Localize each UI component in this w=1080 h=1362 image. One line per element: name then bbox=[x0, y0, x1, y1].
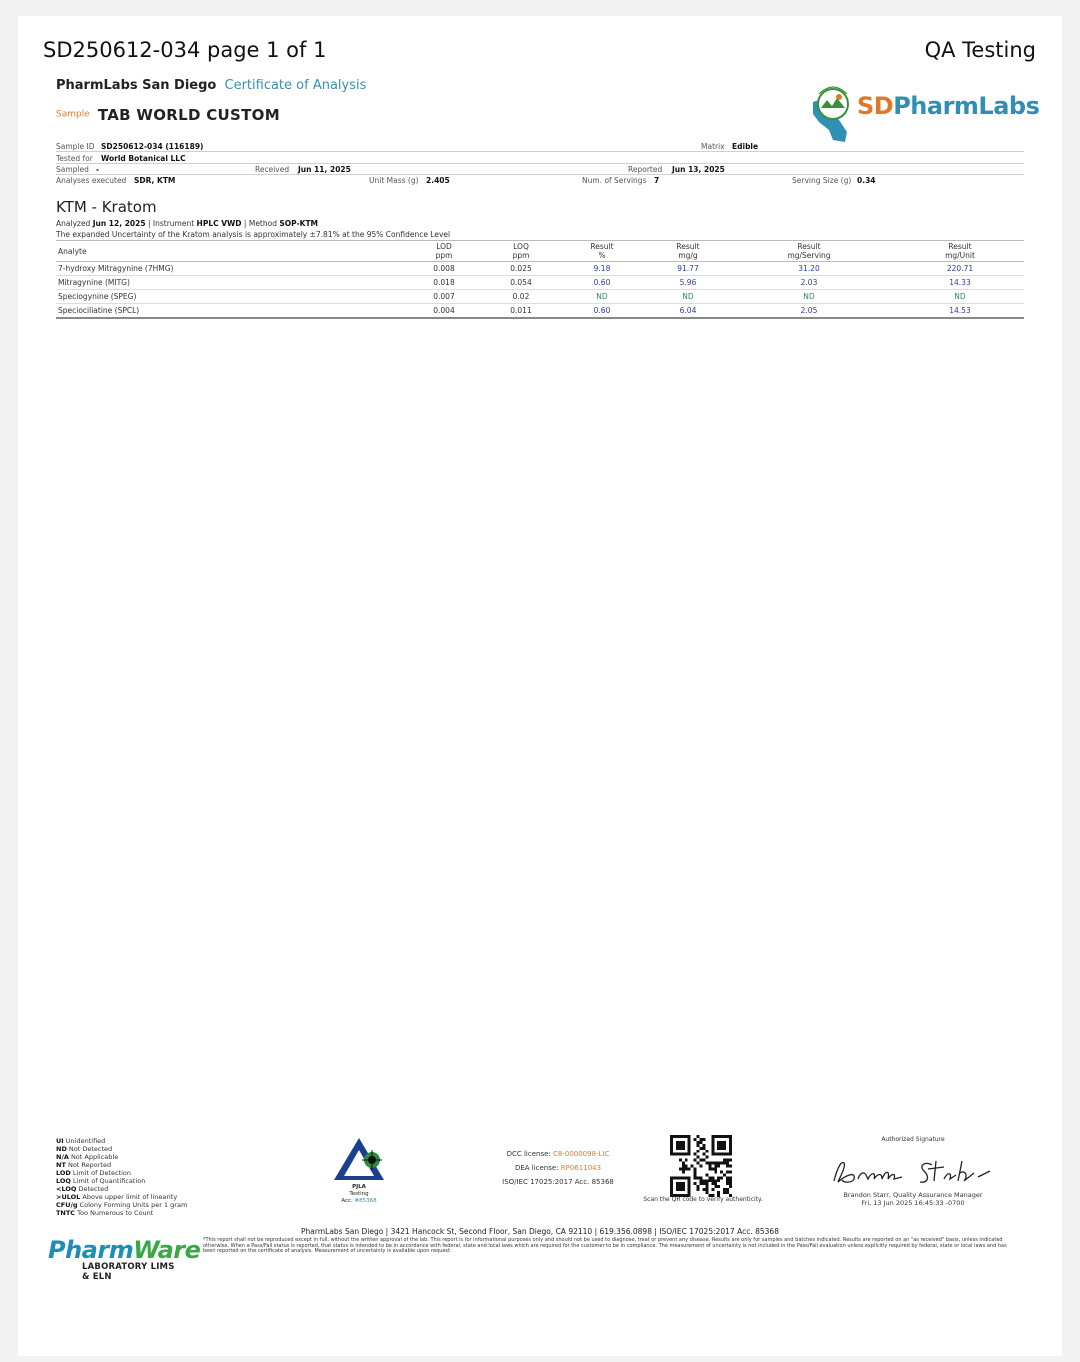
licenses: DCC license: C8-0000098-LIC DEA license: RP0611043 ISO/IEC 17025:2017 Acc. 85368 bbox=[458, 1147, 658, 1189]
table-cell: Mitragynine (MITG) bbox=[56, 276, 396, 290]
pjla-triangle-icon bbox=[328, 1134, 390, 1184]
handwritten-signature bbox=[828, 1155, 998, 1189]
signature-block bbox=[818, 1136, 1008, 1207]
table-cell: 5.96 bbox=[654, 276, 722, 290]
signature-heading: Authorized Signature bbox=[881, 1136, 945, 1143]
table-cell: ND bbox=[550, 290, 654, 304]
table-cell: Speciogynine (SPEG) bbox=[56, 290, 396, 304]
analyzed-date: Jun 12, 2025 bbox=[92, 219, 146, 228]
uncertainty-note: The expanded Uncertainty of the Kratom analysis is approximately ±7.81% at the 95% Confidence Level bbox=[56, 230, 451, 239]
page-title: SD250612-034 page 1 of 1 bbox=[43, 38, 327, 62]
qr-code-icon[interactable] bbox=[670, 1135, 732, 1197]
logo-wordmark: SDPharmLabs bbox=[857, 92, 1040, 120]
table-cell: 14.33 bbox=[896, 276, 1024, 290]
table-cell: 91.77 bbox=[654, 262, 722, 276]
table-cell: 31.20 bbox=[722, 262, 896, 276]
unit-mass: 2.405 bbox=[426, 176, 450, 185]
table-cell: ND bbox=[722, 290, 896, 304]
column-header: Result mg/Unit bbox=[896, 241, 1024, 262]
table-cell: 0.007 bbox=[396, 290, 492, 304]
num-servings: 7 bbox=[654, 176, 660, 185]
legend-item: LOD Limit of Detection bbox=[56, 1169, 132, 1177]
table-cell: 2.05 bbox=[722, 304, 896, 319]
qa-testing-label: QA Testing bbox=[924, 38, 1036, 62]
table-cell: 2.03 bbox=[722, 276, 896, 290]
reported-date: Jun 13, 2025 bbox=[672, 165, 725, 174]
info-row-4: Analyses executed SDR, KTM Unit Mass (g) 2.405 Num. of Servings 7 Serving Size (g) 0.34 bbox=[56, 176, 876, 185]
table-row bbox=[56, 304, 1024, 319]
table-cell: 0.054 bbox=[492, 276, 550, 290]
received-date: Jun 11, 2025 bbox=[298, 165, 351, 174]
tested-for: World Botanical LLC bbox=[101, 154, 186, 163]
disclaimer: *This report shall not be reproduced except in full, without the written approval of the lab. This report is for informational purposes only and should not be used to diagnose, treat or prevent any disease. Results are only for samples and batches indicated. Results are reported on an "as received" basis, unless indicated otherwise. When a Pass/Fail status is reported, that status is intended to be in accordance with federal, state and local laws which are required for the customer to be in compliance. The measurement of uncertainty is not included in the Pass/Fail evaluation unless explicitly required by federal, state or local laws and has been reported on the certificate of analysis. Measurement of uncertainty is available upon request. bbox=[203, 1237, 1007, 1254]
column-header: Result mg/Serving bbox=[722, 241, 896, 262]
table-cell: 0.025 bbox=[492, 262, 550, 276]
lab-line bbox=[56, 78, 366, 93]
info-row-2: Tested for World Botanical LLC bbox=[56, 153, 1024, 164]
table-row bbox=[56, 276, 1024, 290]
section-meta: Analyzed Jun 12, 2025 | Instrument HPLC VWD | Method SOP-KTM bbox=[56, 219, 319, 228]
table-row bbox=[56, 290, 1024, 304]
table-cell: 0.008 bbox=[396, 262, 492, 276]
legend-item: <LOQ Detected bbox=[56, 1185, 109, 1193]
serving-size: 0.34 bbox=[857, 176, 876, 185]
legend-item: TNTC Too Numerous to Count bbox=[56, 1209, 154, 1217]
iso-accreditation: ISO/IEC 17025:2017 Acc. 85368 bbox=[502, 1178, 614, 1186]
table-cell: 14.53 bbox=[896, 304, 1024, 319]
table-cell: Speciociliatine (SPCL) bbox=[56, 304, 396, 319]
california-emblem-icon bbox=[803, 80, 863, 150]
table-cell: 220.71 bbox=[896, 262, 1024, 276]
section-title: KTM - Kratom bbox=[56, 198, 157, 216]
sdpharmlabs-logo bbox=[803, 80, 1040, 150]
column-header: Result % bbox=[550, 241, 654, 262]
instrument: HPLC VWD bbox=[196, 219, 242, 228]
sample-name: TAB WORLD CUSTOM bbox=[97, 105, 280, 124]
sampled: - bbox=[96, 165, 100, 174]
signer-name: Brandon Starr, Quality Assurance Manager bbox=[843, 1191, 983, 1199]
signature-date: Fri, 13 Jun 2025 16:45:33 -0700 bbox=[861, 1199, 965, 1207]
table-cell: 9.18 bbox=[550, 262, 654, 276]
table-cell: ND bbox=[896, 290, 1024, 304]
legend-item: UI Unidentified bbox=[56, 1137, 106, 1145]
sample-tag: Sample bbox=[56, 109, 90, 120]
table-cell: 6.04 bbox=[654, 304, 722, 319]
sample-line bbox=[56, 104, 280, 124]
table-cell: 0.60 bbox=[550, 304, 654, 319]
doc-type: Certificate of Analysis bbox=[224, 78, 367, 93]
column-header: Result mg/g bbox=[654, 241, 722, 262]
table-cell: 0.018 bbox=[396, 276, 492, 290]
table-row bbox=[56, 262, 1024, 276]
coa-page bbox=[18, 16, 1062, 1356]
column-header: Analyte bbox=[56, 241, 396, 262]
column-header: LOQ ppm bbox=[492, 241, 550, 262]
dea-license: RP0611043 bbox=[560, 1164, 602, 1172]
lab-name: PharmLabs San Diego bbox=[56, 78, 217, 93]
matrix: Edible bbox=[732, 142, 759, 151]
table-cell: ND bbox=[654, 290, 722, 304]
legend-item: LOQ Limit of Quantification bbox=[56, 1177, 146, 1185]
legend-item: ND Not Detected bbox=[56, 1145, 113, 1153]
pjla-badge: PJLA Testing Acc. #85368 bbox=[328, 1134, 390, 1214]
legend-item: N/A Not Applicable bbox=[56, 1153, 119, 1161]
analyses-executed: SDR, KTM bbox=[134, 176, 176, 185]
table-cell: 7-hydroxy Mitragynine (7HMG) bbox=[56, 262, 396, 276]
abbreviation-legend bbox=[56, 1137, 187, 1217]
table-cell: 0.004 bbox=[396, 304, 492, 319]
method: SOP-KTM bbox=[279, 219, 319, 228]
table-header-row bbox=[56, 241, 1024, 262]
legend-item: >ULOL Above upper limit of linearity bbox=[56, 1193, 178, 1201]
dcc-license: C8-0000098-LIC bbox=[553, 1150, 610, 1158]
sample-id: SD250612-034 (116189) bbox=[101, 142, 204, 151]
info-row-1: Sample ID SD250612-034 (116189) Matrix Edible bbox=[56, 141, 1024, 152]
column-header: LOD ppm bbox=[396, 241, 492, 262]
table-cell: 0.011 bbox=[492, 304, 550, 319]
legend-item: CFU/g Colony Forming Units per 1 gram bbox=[56, 1201, 188, 1209]
table-cell: 0.60 bbox=[550, 276, 654, 290]
info-row-3: Sampled - Received Jun 11, 2025 Reported Jun 13, 2025 bbox=[56, 164, 1024, 175]
results-table bbox=[56, 240, 1024, 319]
pharmware-logo: PharmWare LABORATORY LIMS & ELN bbox=[48, 1236, 201, 1282]
lab-address: PharmLabs San Diego | 3421 Hancock St, Second Floor, San Diego, CA 92110 | 619.356.0898 | ISO/IEC 17025:2017 Acc. 85368 bbox=[301, 1227, 779, 1236]
qr-caption: Scan the QR code to verify authenticity. bbox=[643, 1196, 763, 1203]
legend-item: NT Not Reported bbox=[56, 1161, 112, 1169]
table-cell: 0.02 bbox=[492, 290, 550, 304]
